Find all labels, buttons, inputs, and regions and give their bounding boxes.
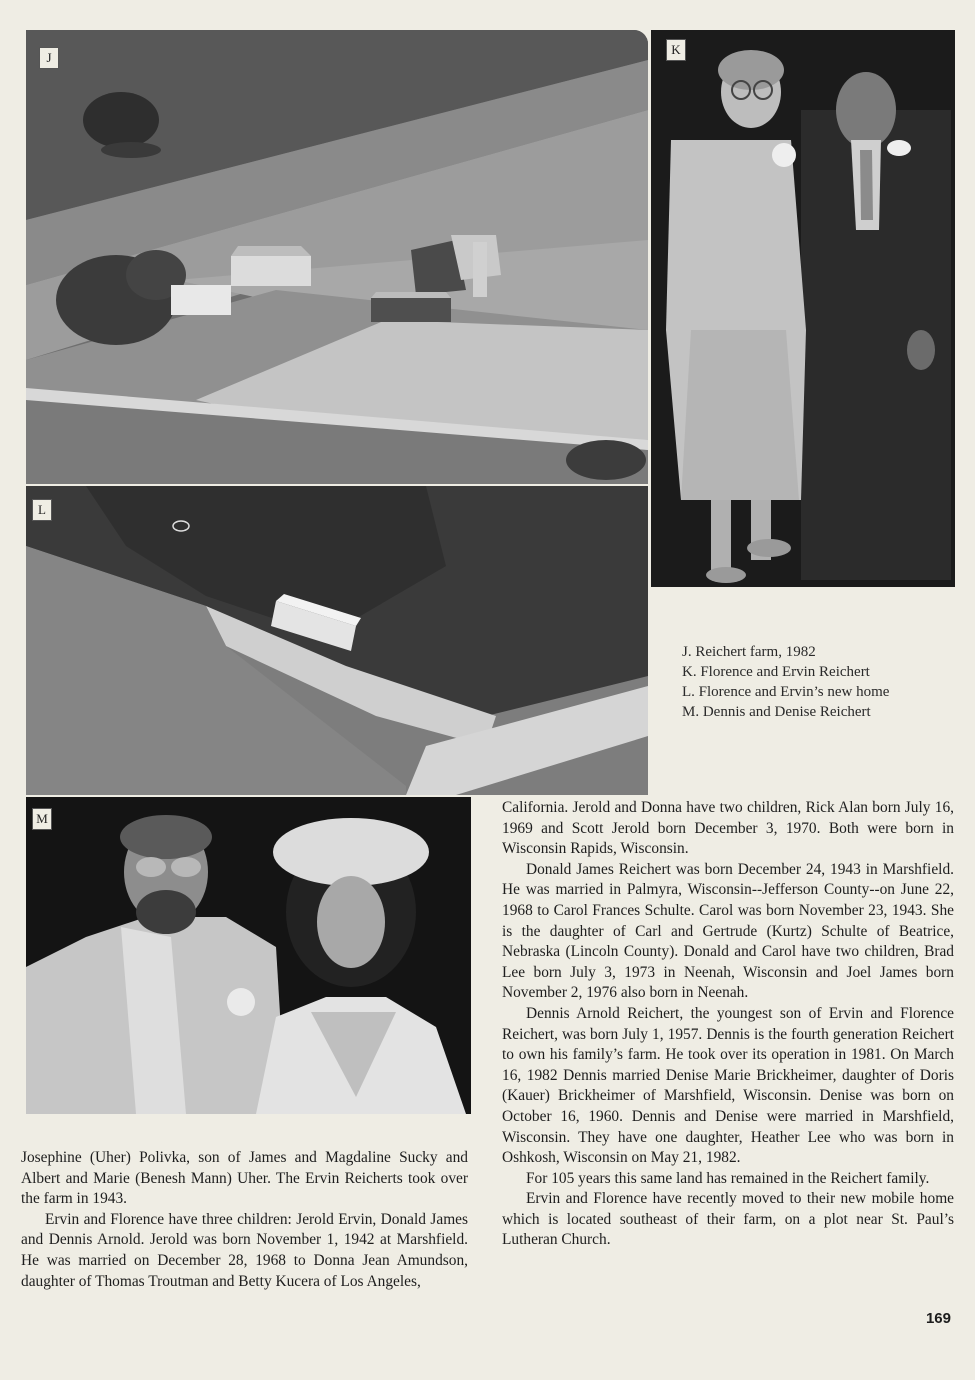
left-text-column xyxy=(21,1148,468,1292)
photo-reichert-farm xyxy=(26,30,648,484)
wedding-portrait-image xyxy=(26,797,471,1114)
paragraph: Donald James Reichert was born December 24, 1943 in Marshfield. He was married in Palmyra, Wisconsin--Jefferson County--on June 22, 1968 to Carol Frances Schulte. Carol was born November 23, 1943. She is the daughter of Carl and Gertrude (Kurtz) Schulte of Beatrice, Nebraska (Lincoln County). Donald and Carol have two children, Brad Lee born July 3, 1973 in Neenah, Wisconsin and Joel James born November 2, 1976 also born in Neenah. xyxy=(502,860,954,1002)
photo-dennis-denise xyxy=(26,797,471,1114)
photo-captions xyxy=(682,642,962,722)
caption-k: K. Florence and Ervin Reichert xyxy=(682,664,870,680)
photo-new-home xyxy=(26,486,648,795)
aerial-farm-image xyxy=(26,30,648,484)
paragraph: Ervin and Florence have recently moved to their new mobile home which is located southeast of their farm, on a plot near St. Paul’s Lutheran Church. xyxy=(502,1190,954,1249)
caption-l: L. Florence and Ervin’s new home xyxy=(682,684,890,700)
photo-j-label: J xyxy=(39,47,59,69)
paragraph: Josephine (Uher) Polivka, son of James and Magdaline Sucky and Albert and Marie (Benesh Mann) Uher. The Ervin Reicherts took over the farm in 1943. xyxy=(21,1149,468,1208)
paragraph: Dennis Arnold Reichert, the youngest son of Ervin and Florence Reichert, was born July 1, 1957. Dennis is the fourth generation Reichert to own his family’s farm. He took over its operation in 1981. On March 16, 1982 Dennis married Denise Marie Brickheimer, daughter of Doris (Kauer) Brickheimer of Marshfield, Wisconsin. Denise was born on October 16, 1960. Dennis and Denise were married in Marshfield, Wisconsin. They have one daughter, Heather Lee who was born in Oshkosh, Wisconsin on May 21, 1982. xyxy=(502,1004,954,1167)
right-text-column xyxy=(502,798,954,1251)
paragraph: California. Jerold and Donna have two children, Rick Alan born July 16, 1969 and Scott Jerold born December 3, 1970. Both were born in Wisconsin Rapids, Wisconsin. xyxy=(502,799,954,858)
paragraph: For 105 years this same land has remained in the Reichert family. xyxy=(526,1169,930,1187)
couple-portrait-image xyxy=(651,30,955,587)
photo-k-label: K xyxy=(666,39,686,61)
caption-j: J. Reichert farm, 1982 xyxy=(682,644,816,660)
photo-l-label: L xyxy=(32,499,52,521)
photo-florence-ervin xyxy=(651,30,955,587)
page-number: 169 xyxy=(925,1310,951,1327)
paragraph: Ervin and Florence have three children: Jerold Ervin, Donald James and Dennis Arnold. Jerold was born November 1, 1942 at Marshfield. He was married on December 28, 1968 to Donna Jean Amundson, daughter of Thomas Troutman and Betty Kucera of Los Angeles, xyxy=(21,1210,468,1290)
photo-m-label: M xyxy=(32,808,52,830)
caption-m: M. Dennis and Denise Reichert xyxy=(682,704,871,720)
mobile-home-aerial-image xyxy=(26,486,648,795)
